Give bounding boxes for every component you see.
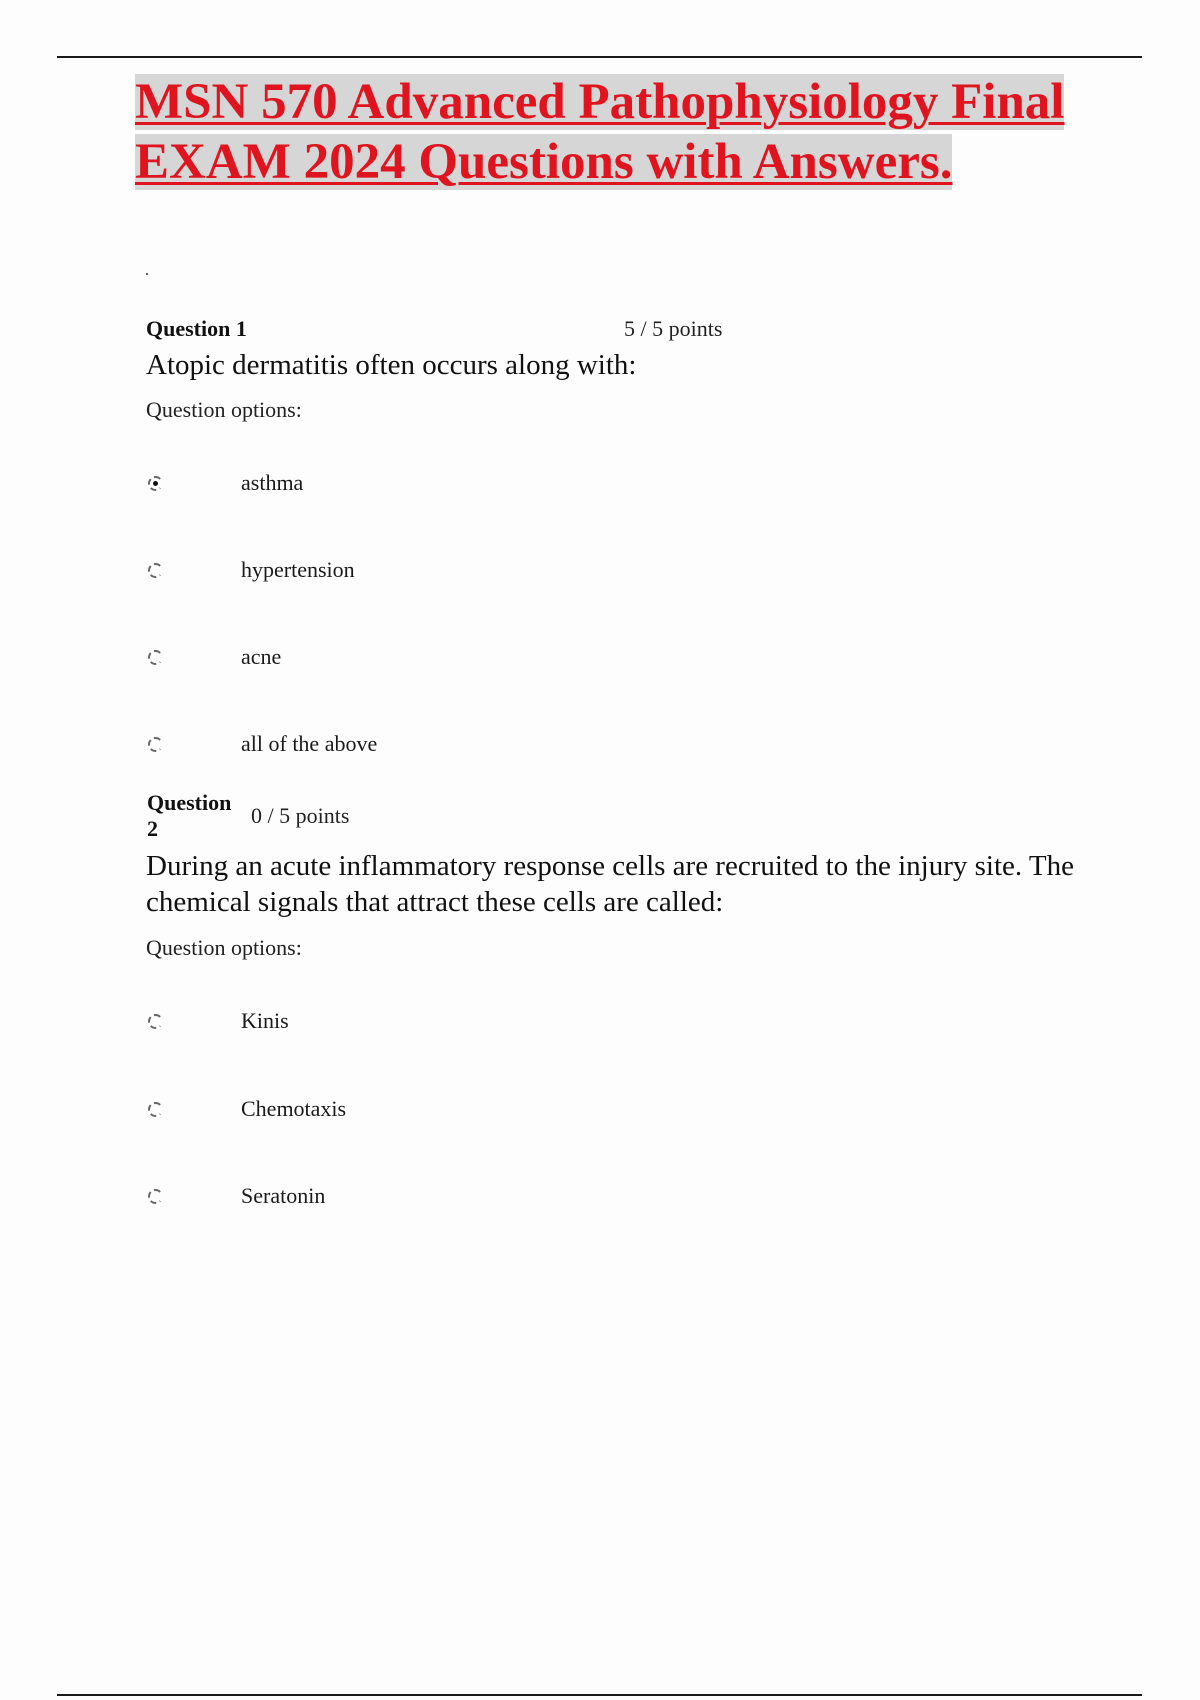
option-text: all of the above [241,731,378,756]
question-2-number: 2 [147,816,158,841]
document-title [135,72,1135,192]
question-1-option-3[interactable] [148,642,282,672]
question-2-option-1[interactable] [148,1006,289,1036]
radio-icon[interactable] [148,1014,163,1029]
bottom-divider [57,1694,1142,1696]
question-1-title: Question 1 [146,316,247,341]
question-1-points: 5 / 5 points [624,316,723,341]
option-text: Seratonin [241,1183,326,1208]
question-2-text: During an acute inflammatory response cells are recruited to the injury site. The chemical signals that attract these cells are called: [146,850,1074,918]
question-1-text: Atopic dermatitis often occurs along with: [146,349,637,381]
question-1-option-1[interactable] [148,468,304,498]
question-2-label [147,790,231,842]
option-text: hypertension [241,557,355,582]
option-text: Kinis [241,1008,289,1033]
question-1-option-4[interactable] [148,729,378,759]
option-text: Chemotaxis [241,1096,347,1121]
radio-icon[interactable] [148,737,163,752]
radio-icon[interactable] [148,1102,163,1117]
question-2-points: 0 / 5 points [251,803,350,828]
separator-dot: . [145,262,149,279]
radio-icon[interactable] [148,563,163,578]
question-1-option-2[interactable] [148,555,355,585]
question-2-option-3[interactable] [148,1181,326,1211]
question-1-options-label: Question options: [146,397,302,422]
radio-icon[interactable] [148,650,163,665]
option-text: asthma [241,470,304,495]
title-line-1: MSN 570 Advanced Pathophysiology Final [135,74,1065,130]
question-1-label [146,316,247,342]
option-text: acne [241,644,282,669]
radio-icon[interactable] [148,1189,163,1204]
question-2-options-label: Question options: [146,935,302,960]
top-divider [57,56,1142,58]
question-2-title: Question [147,790,232,815]
title-line-2: EXAM 2024 Questions with Answers. [135,134,953,190]
radio-selected-icon[interactable] [148,476,163,491]
question-2-option-2[interactable] [148,1094,347,1124]
